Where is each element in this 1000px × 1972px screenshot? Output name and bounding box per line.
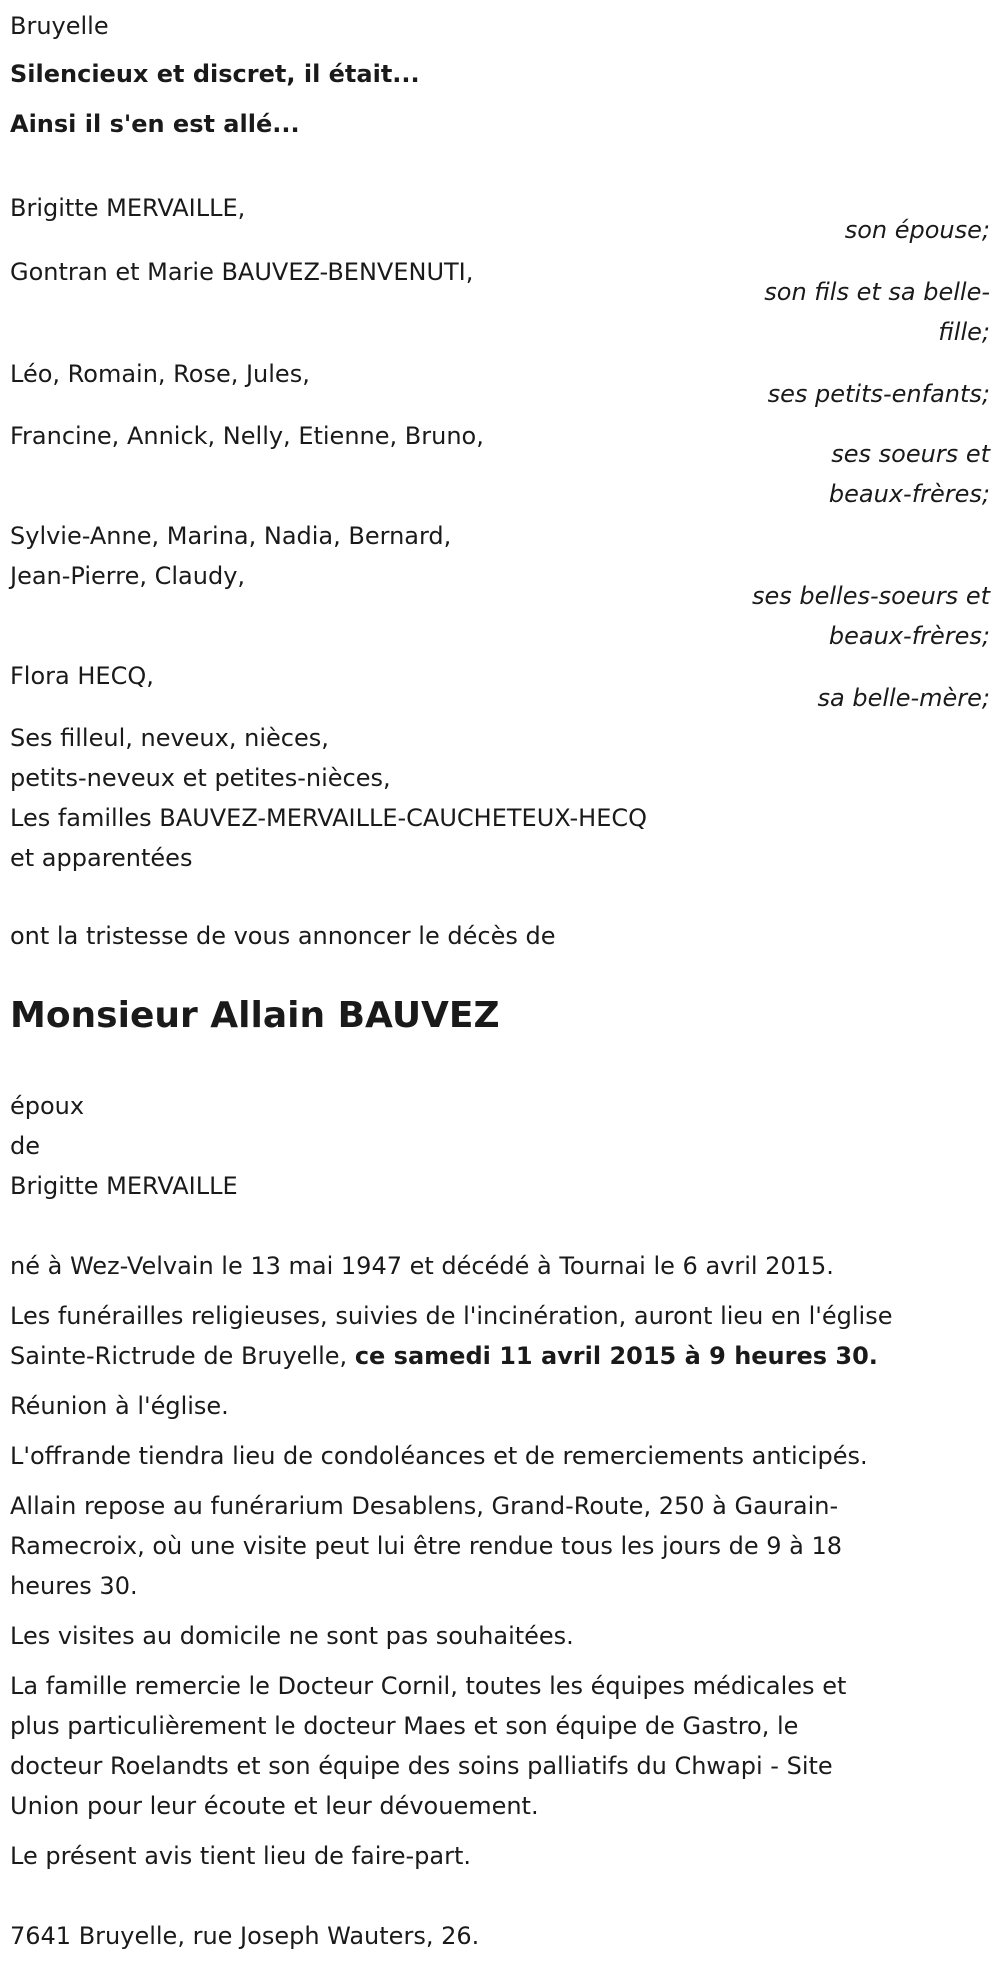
family-names-5b: Jean-Pierre, Claudy, <box>10 562 246 590</box>
header-place: Bruyelle <box>10 12 109 40</box>
family-relation-2a: son fils et sa belle- <box>764 278 990 306</box>
spouse-line-1: époux <box>10 1092 85 1120</box>
funeral-line-1: Les funérailles religieuses, suivies de l'incinération, auront lieu en l'église <box>10 1302 893 1330</box>
deceased-name: Monsieur Allain BAUVEZ <box>10 995 500 1036</box>
tagline-1: Silencieux et discret, il était... <box>10 60 420 88</box>
family-relation-5b: beaux-frères; <box>828 622 990 650</box>
rest-line-2: Ramecroix, où une visite peut lui être rendue tous les jours de 9 à 18 <box>10 1532 842 1560</box>
family-names-1: Brigitte MERVAILLE, <box>10 194 246 222</box>
funeral-line-2 <box>10 1336 878 1376</box>
others-4: et apparentées <box>10 844 193 872</box>
family-names-4: Francine, Annick, Nelly, Etienne, Bruno, <box>10 422 484 450</box>
notice-text: Le présent avis tient lieu de faire-part. <box>10 1842 472 1870</box>
others-2: petits-neveux et petites-nièces, <box>10 764 391 792</box>
spouse-line-3: Brigitte MERVAILLE <box>10 1172 238 1200</box>
family-names-2: Gontran et Marie BAUVEZ-BENVENUTI, <box>10 258 474 286</box>
family-names-3: Léo, Romain, Rose, Jules, <box>10 360 310 388</box>
announce-text: ont la tristesse de vous annoncer le décès de <box>10 922 556 950</box>
family-relation-4a: ses soeurs et <box>831 440 990 468</box>
funeral-place: Sainte-Rictrude de Bruyelle, <box>10 1342 355 1370</box>
address-text: 7641 Bruyelle, rue Joseph Wauters, 26. <box>10 1922 480 1950</box>
family-names-5a: Sylvie-Anne, Marina, Nadia, Bernard, <box>10 522 452 550</box>
family-relation-2b: fille; <box>938 318 990 346</box>
others-1: Ses filleul, neveux, nièces, <box>10 724 329 752</box>
rest-line-1: Allain repose au funérarium Desablens, Grand-Route, 250 à Gaurain- <box>10 1492 839 1520</box>
reunion-text: Réunion à l'église. <box>10 1392 229 1420</box>
birth-death: né à Wez-Velvain le 13 mai 1947 et décédé à Tournai le 6 avril 2015. <box>10 1252 834 1280</box>
family-relation-4b: beaux-frères; <box>828 480 990 508</box>
others-3: Les familles BAUVEZ-MERVAILLE-CAUCHETEUX-HECQ <box>10 804 648 832</box>
family-names-6: Flora HECQ, <box>10 662 154 690</box>
thanks-line-2: plus particulièrement le docteur Maes et son équipe de Gastro, le <box>10 1712 799 1740</box>
rest-line-3: heures 30. <box>10 1572 138 1600</box>
offering-text: L'offrande tiendra lieu de condoléances et de remerciements anticipés. <box>10 1442 868 1470</box>
funeral-date: ce samedi 11 avril 2015 à 9 heures 30. <box>354 1342 878 1370</box>
spouse-line-2: de <box>10 1132 40 1160</box>
visits-text: Les visites au domicile ne sont pas souhaitées. <box>10 1622 574 1650</box>
family-relation-3: ses petits-enfants; <box>767 380 990 408</box>
family-relation-5a: ses belles-soeurs et <box>751 582 990 610</box>
thanks-line-1: La famille remercie le Docteur Cornil, toutes les équipes médicales et <box>10 1672 847 1700</box>
tagline-2: Ainsi il s'en est allé... <box>10 110 300 138</box>
thanks-line-4: Union pour leur écoute et leur dévouement. <box>10 1792 539 1820</box>
thanks-line-3: docteur Roelandts et son équipe des soins palliatifs du Chwapi - Site <box>10 1752 833 1780</box>
family-relation-6: sa belle-mère; <box>817 684 990 712</box>
family-relation-1: son épouse; <box>844 216 990 244</box>
